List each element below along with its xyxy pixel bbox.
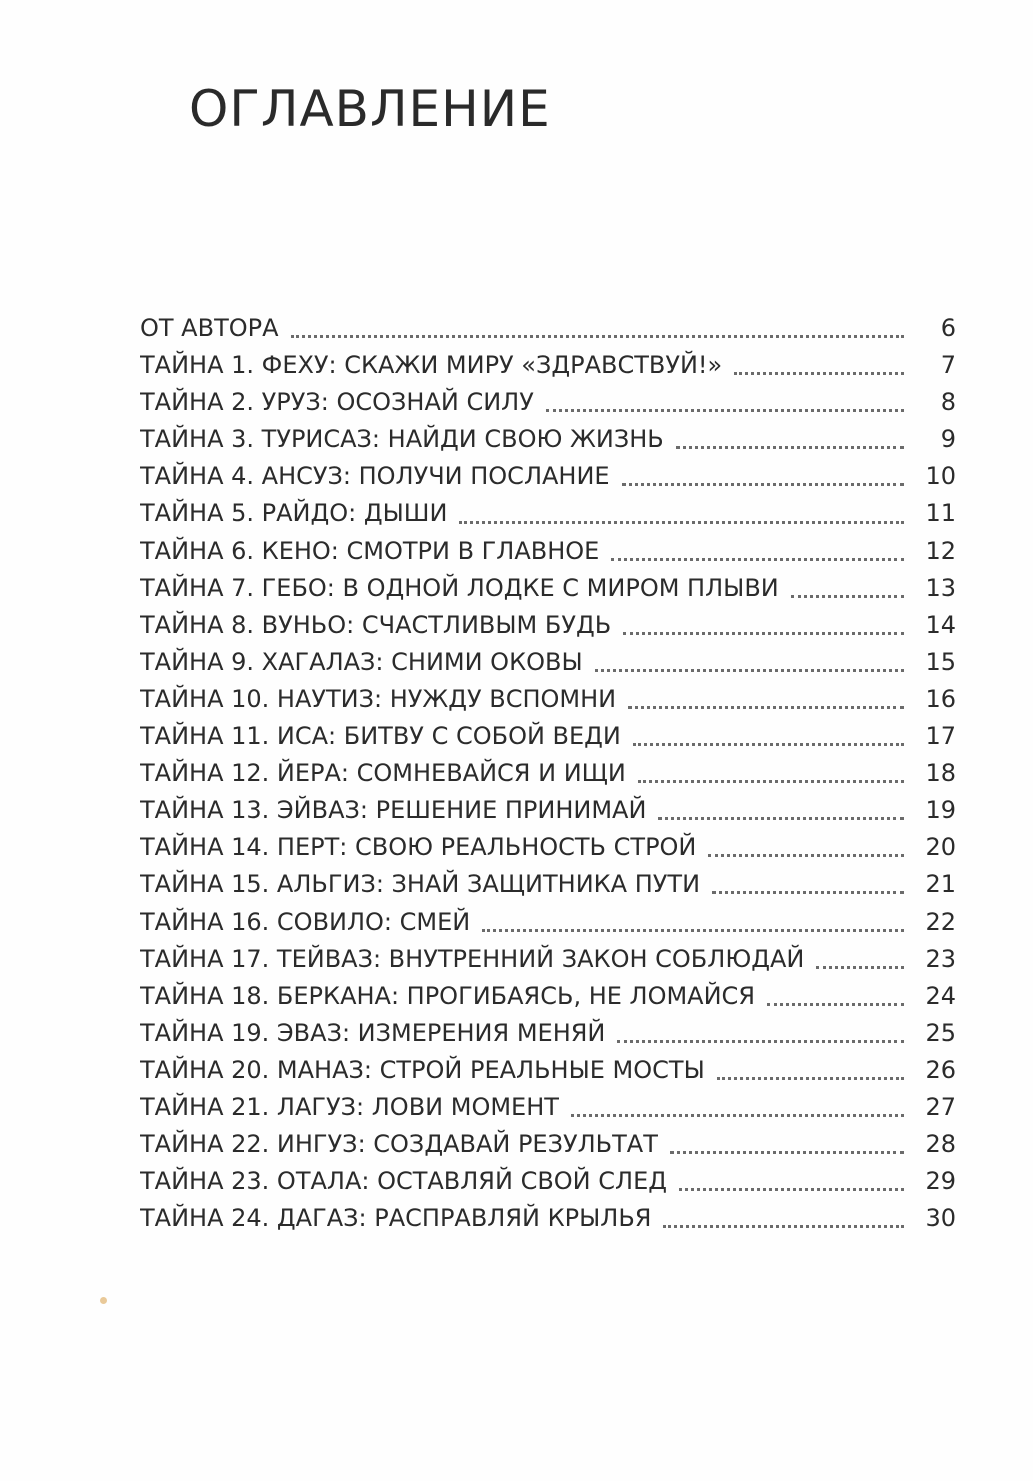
dot-leader: [482, 929, 904, 932]
toc-entry: [140, 607, 956, 644]
toc-entry: [140, 1089, 956, 1126]
toc-entry-title: ТАЙНА 5. РАЙДО: ДЫШИ: [140, 499, 448, 528]
dot-leader: [291, 335, 904, 338]
paper-speck: [100, 1297, 107, 1304]
dot-leader: [767, 1003, 904, 1006]
toc-entry: [140, 570, 956, 607]
toc-entry-title: ТАЙНА 2. УРУЗ: ОСОЗНАЙ СИЛУ: [140, 388, 534, 417]
toc-entry-title: ТАЙНА 3. ТУРИСАЗ: НАЙДИ СВОЮ ЖИЗНЬ: [140, 425, 664, 454]
toc-entry-title: ТАЙНА 16. СОВИЛО: СМЕЙ: [140, 907, 471, 936]
toc-entry-page-number: 17: [925, 722, 956, 751]
dot-leader: [628, 706, 904, 709]
toc-entry-page-number: 6: [940, 314, 956, 342]
toc-entry: [140, 1052, 956, 1089]
toc-entry-title: ТАЙНА 15. АЛЬГИЗ: ЗНАЙ ЗАЩИТНИКА ПУТИ: [140, 870, 701, 899]
toc-entry-page-number: 21: [925, 870, 956, 899]
toc-entry-title: ТАЙНА 9. ХАГАЛАЗ: СНИМИ ОКОВЫ: [140, 647, 583, 676]
dot-leader: [734, 372, 904, 375]
dot-leader: [622, 483, 904, 486]
toc-entry-title: ТАЙНА 19. ЭВАЗ: ИЗМЕРЕНИЯ МЕНЯЙ: [140, 1018, 606, 1047]
toc-entry: [140, 644, 956, 681]
dot-leader: [670, 1151, 904, 1154]
toc-entry-title: ТАЙНА 8. ВУНЬО: СЧАСТЛИВЫМ БУДЬ: [140, 610, 612, 639]
toc-entry: [140, 904, 956, 941]
dot-leader: [633, 743, 904, 746]
toc-entry: [140, 421, 956, 458]
toc-entry-title: ТАЙНА 1. ФЕХУ: СКАЖИ МИРУ «ЗДРАВСТВУЙ!»: [140, 351, 723, 380]
toc-entry-title: ТАЙНА 7. ГЕБО: В ОДНОЙ ЛОДКЕ С МИРОМ ПЛЫВИ: [140, 573, 779, 602]
toc-entry-page-number: 12: [925, 536, 956, 565]
toc-entry: [140, 718, 956, 755]
dot-leader: [623, 632, 904, 635]
toc-entry-page-number: 29: [925, 1167, 956, 1196]
toc-entry: [140, 755, 956, 792]
toc-entry: [140, 1126, 956, 1163]
toc-entry: [140, 384, 956, 421]
toc-entry: [140, 533, 956, 570]
toc-entry-title: ТАЙНА 24. ДАГАЗ: РАСПРАВЛЯЙ КРЫЛЬЯ: [140, 1204, 652, 1233]
dot-leader: [658, 817, 904, 820]
toc-entry-page-number: 13: [925, 573, 956, 602]
toc-entry-page-number: 22: [925, 907, 956, 936]
dot-leader: [816, 966, 904, 969]
dot-leader: [717, 1077, 904, 1080]
toc-entry-page-number: 30: [925, 1204, 956, 1233]
toc-entry-page-number: 20: [925, 833, 956, 862]
toc-entry-page-number: 26: [925, 1055, 956, 1084]
toc-entry-page-number: 14: [925, 610, 956, 639]
toc-entry-page-number: 7: [940, 351, 956, 380]
toc-entry: [140, 1200, 956, 1237]
toc-entry: [140, 1015, 956, 1052]
toc-entry: [140, 792, 956, 829]
page-title: ОГЛАВЛЕНИЕ: [189, 80, 551, 138]
toc-entry: [140, 866, 956, 903]
toc-entry-page-number: 11: [925, 499, 956, 528]
toc-entry-page-number: 8: [940, 388, 956, 417]
toc-entry-title: ТАЙНА 23. ОТАЛА: ОСТАВЛЯЙ СВОЙ СЛЕД: [140, 1167, 667, 1196]
toc-entry-page-number: 23: [925, 944, 956, 973]
toc-entry-page-number: 24: [925, 981, 956, 1010]
toc-entry: [140, 310, 956, 347]
toc-entry-page-number: 19: [925, 796, 956, 825]
dot-leader: [712, 891, 904, 894]
toc-entry-title: ТАЙНА 21. ЛАГУЗ: ЛОВИ МОМЕНТ: [140, 1092, 559, 1121]
dot-leader: [663, 1225, 904, 1228]
dot-leader: [611, 558, 904, 561]
dot-leader: [571, 1114, 904, 1117]
toc-entry-title: ТАЙНА 12. ЙЕРА: СОМНЕВАЙСЯ И ИЩИ: [140, 759, 626, 788]
toc-entry-title: ТАЙНА 14. ПЕРТ: СВОЮ РЕАЛЬНОСТЬ СТРОЙ: [140, 833, 697, 862]
toc-entry-title: ТАЙНА 4. АНСУЗ: ПОЛУЧИ ПОСЛАНИЕ: [140, 462, 610, 491]
toc-entry-page-number: 25: [925, 1018, 956, 1047]
toc-entry-page-number: 16: [925, 684, 956, 713]
toc-entry-title: ТАЙНА 17. ТЕЙВАЗ: ВНУТРЕННИЙ ЗАКОН СОБЛЮДАЙ: [140, 944, 805, 973]
toc-entry-title: ОТ АВТОРА: [140, 314, 279, 342]
toc-entry: [140, 458, 956, 495]
toc-entry: [140, 1163, 956, 1200]
dot-leader: [791, 595, 904, 598]
toc-entry: [140, 829, 956, 866]
dot-leader: [638, 780, 904, 783]
dot-leader: [459, 521, 904, 524]
toc-entry-title: ТАЙНА 13. ЭЙВАЗ: РЕШЕНИЕ ПРИНИМАЙ: [140, 796, 647, 825]
toc-entry: [140, 978, 956, 1015]
dot-leader: [708, 854, 904, 857]
toc-entry-title: ТАЙНА 10. НАУТИЗ: НУЖДУ ВСПОМНИ: [140, 684, 617, 713]
dot-leader: [617, 1040, 904, 1043]
toc-entry-title: ТАЙНА 11. ИСА: БИТВУ С СОБОЙ ВЕДИ: [140, 722, 621, 751]
toc-entry-title: ТАЙНА 18. БЕРКАНА: ПРОГИБАЯСЬ, НЕ ЛОМАЙСЯ: [140, 981, 755, 1010]
toc-entry-page-number: 9: [940, 425, 956, 454]
toc-entry-page-number: 10: [925, 462, 956, 491]
toc-entry-page-number: 15: [925, 647, 956, 676]
table-of-contents: [140, 310, 956, 1237]
dot-leader: [676, 446, 904, 449]
toc-entry-page-number: 28: [925, 1130, 956, 1159]
toc-entry: [140, 495, 956, 532]
dot-leader: [679, 1188, 904, 1191]
toc-entry-title: ТАЙНА 20. МАНАЗ: СТРОЙ РЕАЛЬНЫЕ МОСТЫ: [140, 1055, 705, 1084]
dot-leader: [595, 669, 904, 672]
toc-entry: [140, 347, 956, 384]
dot-leader: [546, 409, 904, 412]
toc-entry-page-number: 27: [925, 1092, 956, 1121]
toc-entry-title: ТАЙНА 6. КЕНО: СМОТРИ В ГЛАВНОЕ: [140, 536, 600, 565]
toc-entry-page-number: 18: [925, 759, 956, 788]
toc-entry-title: ТАЙНА 22. ИНГУЗ: СОЗДАВАЙ РЕЗУЛЬТАТ: [140, 1130, 658, 1159]
toc-entry: [140, 941, 956, 978]
toc-entry: [140, 681, 956, 718]
